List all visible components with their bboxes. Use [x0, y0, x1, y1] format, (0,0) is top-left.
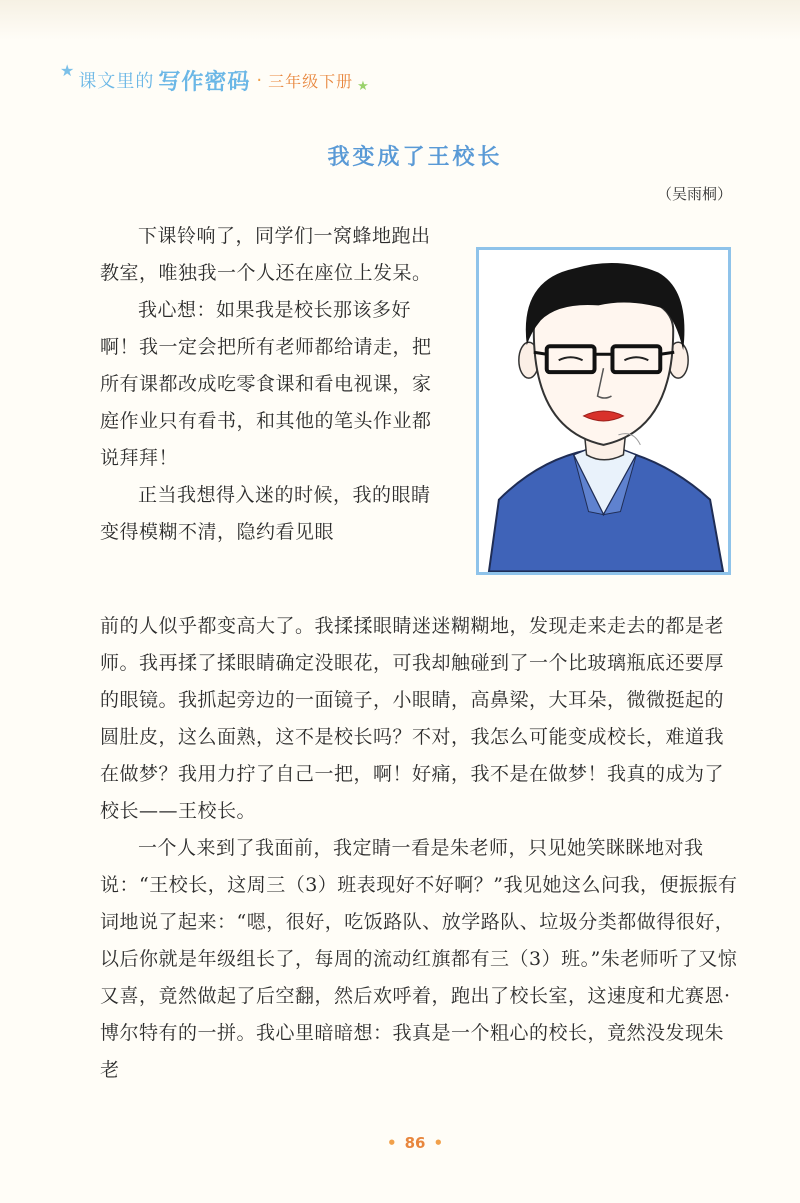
page-footer	[0, 1134, 800, 1152]
footer-bullet-right: •	[433, 1134, 444, 1152]
body-text-wide	[100, 608, 740, 1089]
paragraph: 正当我想得入迷的时候，我的眼睛变得模糊不清，隐约看见眼	[100, 484, 431, 543]
series-main-title: 写作密码	[158, 69, 251, 95]
top-decoration	[0, 0, 800, 40]
paragraph: 一个人来到了我面前，我定睛一看是朱老师，只见她笑眯眯地对我说：“王校长，这周三（3）班表现好不好啊？”我见她这么问我，便振振有词地说了起来：“嗯，很好，吃饭路队、放学路队、垃圾分类都做得很好，以后你就是年级组长了，每周的流动红旗都有三（3）班。”朱老师听了又惊又喜，竟然做起了后空翻，然后欢呼着，跑出了校长室，这速度和尤赛恩·博尔特有的一拼。我心里暗暗想：我真是一个粗心的校长，竟然没发现朱老	[100, 837, 738, 1081]
paragraph: 我心想：如果我是校长那该多好啊！我一定会把所有老师都给请走，把所有课都改成吃零食课和看电视课，家庭作业只有看书，和其他的笔头作业都说拜拜！	[100, 299, 432, 469]
principal-portrait	[479, 250, 728, 572]
paragraph: 下课铃响了，同学们一窝蜂地跑出教室，唯独我一个人还在座位上发呆。	[100, 225, 432, 284]
article-author: （吴雨桐）	[656, 185, 732, 203]
grade-label: 三年级下册	[268, 71, 354, 91]
body-text-narrow	[100, 218, 445, 551]
star-icon: ★	[357, 78, 369, 94]
series-header	[60, 60, 369, 100]
principal-illustration	[476, 247, 731, 575]
page-number: 86	[404, 1134, 426, 1152]
header-separator: ·	[256, 69, 263, 91]
series-prefix: 课文里的	[78, 71, 155, 92]
article-title: 我变成了王校长	[327, 145, 503, 170]
footer-bullet-left: •	[386, 1134, 397, 1152]
star-icon: ★	[60, 60, 75, 80]
paragraph-continuation: 前的人似乎都变高大了。我揉揉眼睛迷迷糊糊地，发现走来走去的都是老师。我再揉了揉眼睛确定没眼花，可我却触碰到了一个比玻璃瓶底还要厚的眼镜。我抓起旁边的一面镜子，小眼睛，高鼻梁，大耳朵，微微挺起的圆肚皮，这么面熟，这不是校长吗？不对，我怎么可能变成校长，难道我在做梦？我用力拧了自己一把，啊！好痛，我不是在做梦！我真的成为了校长——王校长。	[100, 615, 725, 822]
